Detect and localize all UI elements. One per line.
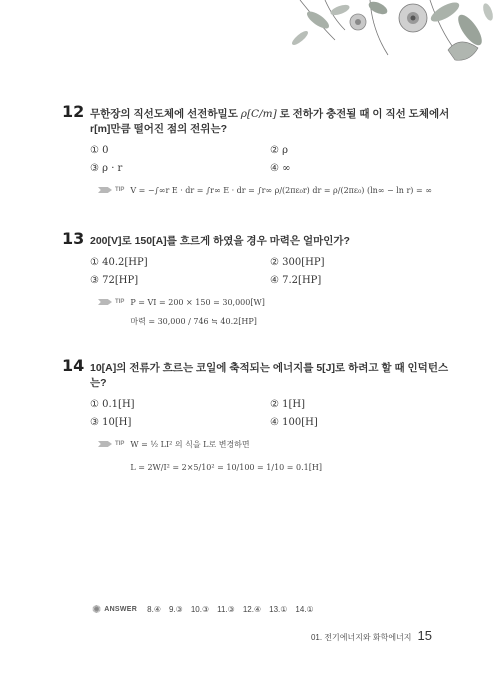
tip-marker: [98, 187, 124, 193]
choice-1[interactable]: ① 40.2[HP]: [90, 257, 148, 268]
tip-marker: [98, 299, 124, 305]
choice-2[interactable]: ② 300[HP]: [270, 257, 325, 268]
question-text: 200[V]로 150[A]를 흐르게 하였을 경우 마력은 얼마인가?: [90, 235, 350, 247]
answer-item: 9.③: [168, 605, 183, 614]
choice-3[interactable]: ③ 72[HP]: [90, 275, 139, 286]
tip-arrow-icon: [98, 441, 112, 447]
choice-2[interactable]: ② ρ: [270, 145, 289, 156]
question-text-b: 로 전하가 충전될 때 이 직선 도체에서 r[m]만큼 떨어진 점의 전위는?: [90, 108, 450, 135]
answer-key: [92, 603, 322, 616]
tip-box: [98, 184, 452, 197]
question-12: [62, 102, 452, 197]
chapter-title: 01. 전기에너지와 화학에너지: [310, 633, 412, 642]
question-number: 14: [62, 356, 85, 375]
question-text-a: 무한장의 직선도체에 선전하밀도: [90, 108, 238, 120]
choice-4[interactable]: ④ ∞: [270, 163, 291, 174]
tip-label: TIP: [115, 299, 125, 305]
tip-arrow-icon: [98, 299, 112, 305]
tip-body: [130, 184, 432, 197]
tip-label: TIP: [115, 441, 125, 447]
answer-item: 11.③: [217, 605, 235, 614]
tip-marker: [98, 441, 124, 447]
question-number: 12: [62, 102, 85, 121]
tip-label: TIP: [115, 187, 125, 193]
choice-1[interactable]: ① 0: [90, 145, 109, 156]
tip-line: L = 2W/I² = 2×5/10² = 10/100 = 1/10 = 0.1[H]: [130, 463, 322, 472]
question-text: 10[A]의 전류가 흐르는 코일에 축적되는 에너지를 5[J]로 하려고 할 때 인덕턴스는?: [90, 362, 449, 389]
choice-2[interactable]: ② 1[H]: [270, 399, 306, 410]
answer-item: 10.③: [190, 605, 210, 614]
choice-4[interactable]: ④ 100[H]: [270, 417, 318, 428]
tip-body: [130, 438, 322, 474]
tip-line: 마력 = 30,000 / 746 ≒ 40.2[HP]: [130, 317, 257, 326]
choice-1[interactable]: ① 0.1[H]: [90, 399, 135, 410]
page-number: 15: [417, 628, 432, 643]
tip-line: W = ½ LI² 의 식을 L로 변경하면: [130, 440, 250, 449]
gear-icon: ✺: [92, 604, 102, 616]
choice-list: [90, 399, 452, 428]
choice-4[interactable]: ④ 7.2[HP]: [270, 275, 322, 286]
tip-line: V = −∫∞r E · dr = ∫r∞ E · dr = ∫r∞ ρ/(2πε₀r) dr = ρ/(2πε₀) (ln∞ − ln r) = ∞: [130, 186, 432, 195]
floral-decoration: [0, 0, 500, 90]
tip-body: [130, 296, 264, 328]
question-14: [62, 356, 452, 474]
tip-box: [98, 438, 452, 474]
answer-item: 12.④: [242, 605, 262, 614]
question-text: [90, 107, 452, 137]
tip-arrow-icon: [98, 187, 112, 193]
answer-item: 8.④: [147, 605, 161, 614]
choice-3[interactable]: ③ ρ · r: [90, 163, 123, 174]
question-number: 13: [62, 229, 85, 248]
question-math: ρ[C/m]: [240, 108, 277, 120]
answer-item: 13.①: [269, 605, 288, 614]
tip-line: P = VI = 200 × 150 = 30,000[W]: [130, 298, 265, 307]
choice-list: [90, 257, 452, 286]
choice-3[interactable]: ③ 10[H]: [90, 417, 132, 428]
answer-label: ANSWER: [104, 606, 138, 613]
question-13: [62, 229, 452, 328]
answer-item: 14.①: [295, 605, 314, 614]
page-footer: [311, 628, 432, 643]
tip-box: [98, 296, 452, 328]
choice-list: [90, 145, 452, 174]
